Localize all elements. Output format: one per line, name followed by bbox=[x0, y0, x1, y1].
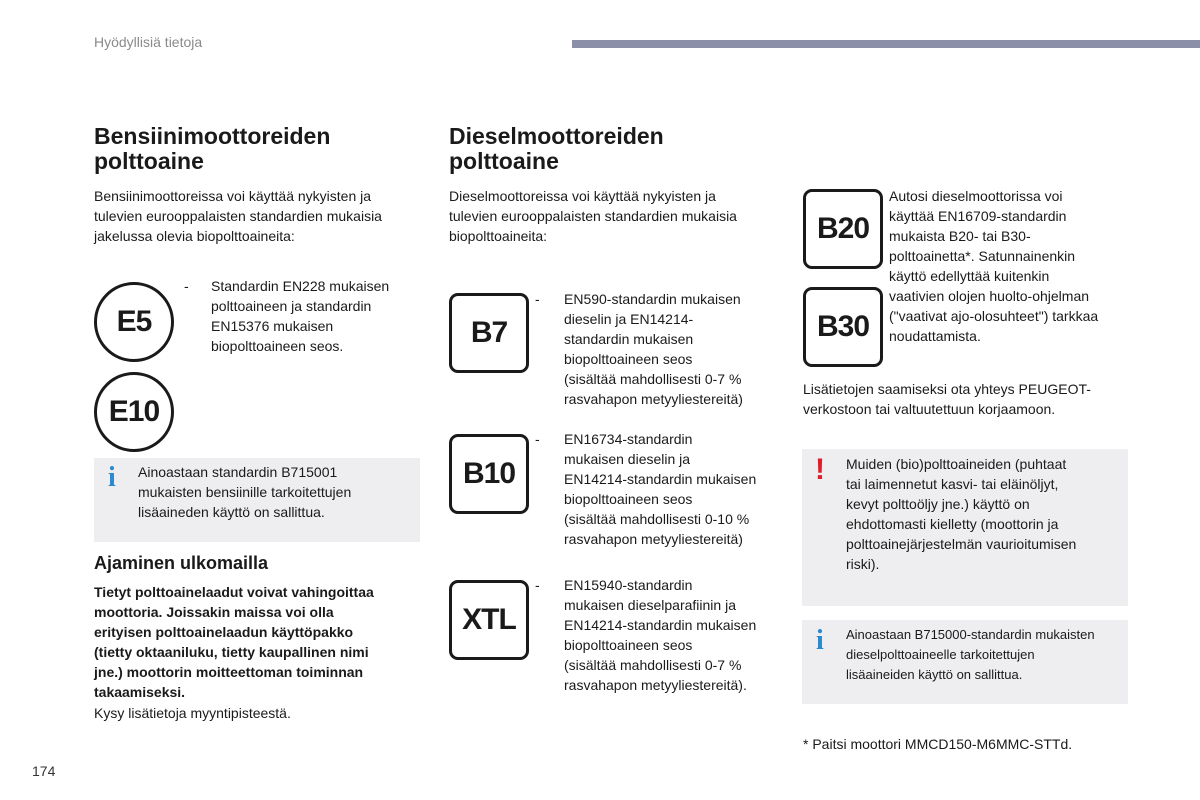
b7-description-line: dieselin ja EN14214- bbox=[564, 311, 694, 327]
diesel-intro-line: Dieselmoottoreissa voi käyttää nykyisten ja bbox=[449, 188, 716, 204]
b20-description-line: noudattamista. bbox=[889, 328, 981, 344]
e5-description bbox=[211, 276, 389, 356]
b10-description bbox=[564, 429, 756, 549]
xtl-description-line: EN15940-standardin bbox=[564, 577, 693, 593]
driving-abroad-line: takaamiseksi. bbox=[94, 684, 186, 700]
page-number: 174 bbox=[32, 763, 56, 779]
b7-badge bbox=[449, 293, 529, 373]
b30-badge-label: B30 bbox=[816, 310, 870, 343]
driving-abroad-heading: Ajaminen ulkomailla bbox=[94, 553, 269, 573]
b20-badge-label: B20 bbox=[816, 212, 870, 245]
xtl-description-line: mukaisen dieselparafiinin ja bbox=[564, 597, 736, 613]
warning-box bbox=[802, 449, 1128, 606]
petrol-intro-line: jakelussa olevia biopolttoaineita: bbox=[94, 228, 295, 244]
xtl-description bbox=[564, 575, 756, 695]
b10-badge-label: B10 bbox=[462, 457, 516, 490]
b10-description-line: mukaisen dieselin ja bbox=[564, 451, 691, 467]
diesel-info-line: dieselpolttoaineelle tarkoitettujen bbox=[846, 647, 1035, 662]
diesel-info-line: Ainoastaan B715000-standardin mukaisten bbox=[846, 627, 1095, 642]
warning-line: riski). bbox=[846, 556, 880, 572]
b20-description-line: käyttö edellyttää kuitenkin bbox=[889, 268, 1050, 284]
petrol-title bbox=[94, 124, 330, 174]
petrol-intro bbox=[94, 186, 382, 246]
petrol-info-line: mukaisten bensiinille tarkoitettujen bbox=[138, 484, 352, 500]
warning-line: polttoainejärjestelmän vaurioitumisen bbox=[846, 536, 1077, 552]
diesel-info-line: lisäaineiden käyttö on sallittua. bbox=[846, 667, 1023, 682]
petrol-intro-line: tulevien eurooppalaisten standardien mukaisia bbox=[94, 208, 382, 224]
b30-badge bbox=[803, 287, 883, 367]
footnote: * Paitsi moottori MMCD150-M6MMC-STTd. bbox=[803, 736, 1073, 752]
list-dash: - bbox=[535, 431, 540, 447]
petrol-intro-line: Bensiinimoottoreissa voi käyttää nykyisten ja bbox=[94, 188, 372, 204]
network-note bbox=[803, 379, 1091, 419]
diesel-intro-line: tulevien eurooppalaisten standardien mukaisia bbox=[449, 208, 737, 224]
b10-badge bbox=[449, 434, 529, 514]
e5-description-line: biopolttoaineen seos. bbox=[211, 338, 344, 354]
diesel-intro-line: biopolttoaineita: bbox=[449, 228, 548, 244]
driving-abroad-line: erityisen polttoainelaadun käyttöpakko bbox=[94, 624, 354, 640]
b7-description-line: (sisältää mahdollisesti 0-7 % bbox=[564, 371, 742, 387]
petrol-info-box bbox=[94, 458, 420, 542]
xtl-description-line: biopolttoaineen seos bbox=[564, 637, 693, 653]
diesel-info-text bbox=[846, 625, 1095, 685]
network-note-line: verkostoon tai valtuutettuun korjaamoon. bbox=[803, 401, 1056, 417]
header-bar bbox=[572, 40, 1200, 48]
b20-description-line: vaativien olojen huolto-ohjelman bbox=[889, 288, 1090, 304]
b10-description-line: (sisältää mahdollisesti 0-10 % bbox=[564, 511, 750, 527]
diesel-intro bbox=[449, 186, 737, 246]
e10-badge bbox=[94, 372, 174, 452]
driving-abroad-line: (tietty oktaaniluku, tietty kaupallinen nimi bbox=[94, 644, 369, 660]
driving-abroad-line: jne.) moottorin moitteettoman toiminnan bbox=[94, 664, 364, 680]
e5-description-line: polttoaineen ja standardin bbox=[211, 298, 372, 314]
b20-description-line: ("vaativat ajo-olosuhteet") tarkkaa bbox=[889, 308, 1099, 324]
petrol-title-line2: polttoaine bbox=[94, 148, 204, 174]
warning-line: Muiden (bio)polttoaineiden (puhtaat bbox=[846, 456, 1067, 472]
petrol-title-line1: Bensiinimoottoreiden bbox=[94, 123, 331, 149]
e10-badge-label: E10 bbox=[108, 395, 160, 428]
warning-line: kevyt polttoöljy jne.) käyttö on bbox=[846, 496, 1030, 512]
b7-description-line: standardin mukaisen bbox=[564, 331, 694, 347]
e5-description-line: EN15376 mukaisen bbox=[211, 318, 334, 334]
driving-abroad-warning bbox=[94, 582, 374, 702]
b10-description-line: biopolttoaineen seos bbox=[564, 491, 693, 507]
b20-badge bbox=[803, 189, 883, 269]
e5-badge-label: E5 bbox=[116, 305, 152, 338]
warning-line: tai laimennetut kasvi- tai eläinöljyt, bbox=[846, 476, 1059, 492]
petrol-info-line: Ainoastaan standardin B715001 bbox=[138, 464, 338, 480]
b10-description-line: EN14214-standardin mukaisen bbox=[564, 471, 757, 487]
petrol-info-line: lisäaineden käyttö on sallittua. bbox=[138, 504, 325, 520]
info-icon: i bbox=[816, 625, 824, 656]
b7-description-line: rasvahapon metyyliestereitä) bbox=[564, 391, 743, 407]
b20-b30-description bbox=[889, 186, 1098, 346]
b20-description-line: käyttää EN16709-standardin bbox=[889, 208, 1067, 224]
diesel-title-line1: Dieselmoottoreiden bbox=[449, 123, 664, 149]
xtl-description-line: EN14214-standardin mukaisen bbox=[564, 617, 757, 633]
b7-description bbox=[564, 289, 743, 409]
b20-description-line: polttoainetta*. Satunnainenkin bbox=[889, 248, 1076, 264]
b20-description-line: Autosi dieselmoottorissa voi bbox=[889, 188, 1063, 204]
section-header: Hyödyllisiä tietoja bbox=[94, 34, 203, 50]
petrol-info-text bbox=[138, 462, 351, 522]
xtl-description-line: rasvahapon metyyliestereitä). bbox=[564, 677, 747, 693]
warning-line: ehdottomasti kielletty (moottorin ja bbox=[846, 516, 1059, 532]
xtl-badge-label: XTL bbox=[462, 603, 516, 636]
b10-description-line: EN16734-standardin bbox=[564, 431, 693, 447]
b7-description-line: biopolttoaineen seos bbox=[564, 351, 693, 367]
list-dash: - bbox=[535, 577, 540, 593]
b7-badge-label: B7 bbox=[470, 316, 508, 349]
network-note-line: Lisätietojen saamiseksi ota yhteys PEUGEOT- bbox=[803, 381, 1091, 397]
b10-description-line: rasvahapon metyyliestereitä) bbox=[564, 531, 743, 547]
b20-description-line: mukaista B20- tai B30- bbox=[889, 228, 1031, 244]
xtl-badge bbox=[449, 580, 529, 660]
driving-abroad-line: moottoria. Joissakin maissa voi olla bbox=[94, 604, 334, 620]
info-icon: i bbox=[108, 462, 116, 493]
warning-icon: ! bbox=[815, 453, 825, 486]
e5-description-line: Standardin EN228 mukaisen bbox=[211, 278, 390, 294]
xtl-description-line: (sisältää mahdollisesti 0-7 % bbox=[564, 657, 742, 673]
driving-abroad-line: Tietyt polttoainelaadut voivat vahingoittaa bbox=[94, 584, 374, 600]
diesel-title bbox=[449, 124, 664, 174]
e5-badge bbox=[94, 282, 174, 362]
list-dash: - bbox=[184, 278, 189, 294]
list-dash: - bbox=[535, 291, 540, 307]
diesel-info-box bbox=[802, 620, 1128, 704]
warning-text bbox=[846, 454, 1076, 574]
diesel-title-line2: polttoaine bbox=[449, 148, 559, 174]
b7-description-line: EN590-standardin mukaisen bbox=[564, 291, 741, 307]
driving-abroad-note: Kysy lisätietoja myyntipisteestä. bbox=[94, 705, 291, 721]
